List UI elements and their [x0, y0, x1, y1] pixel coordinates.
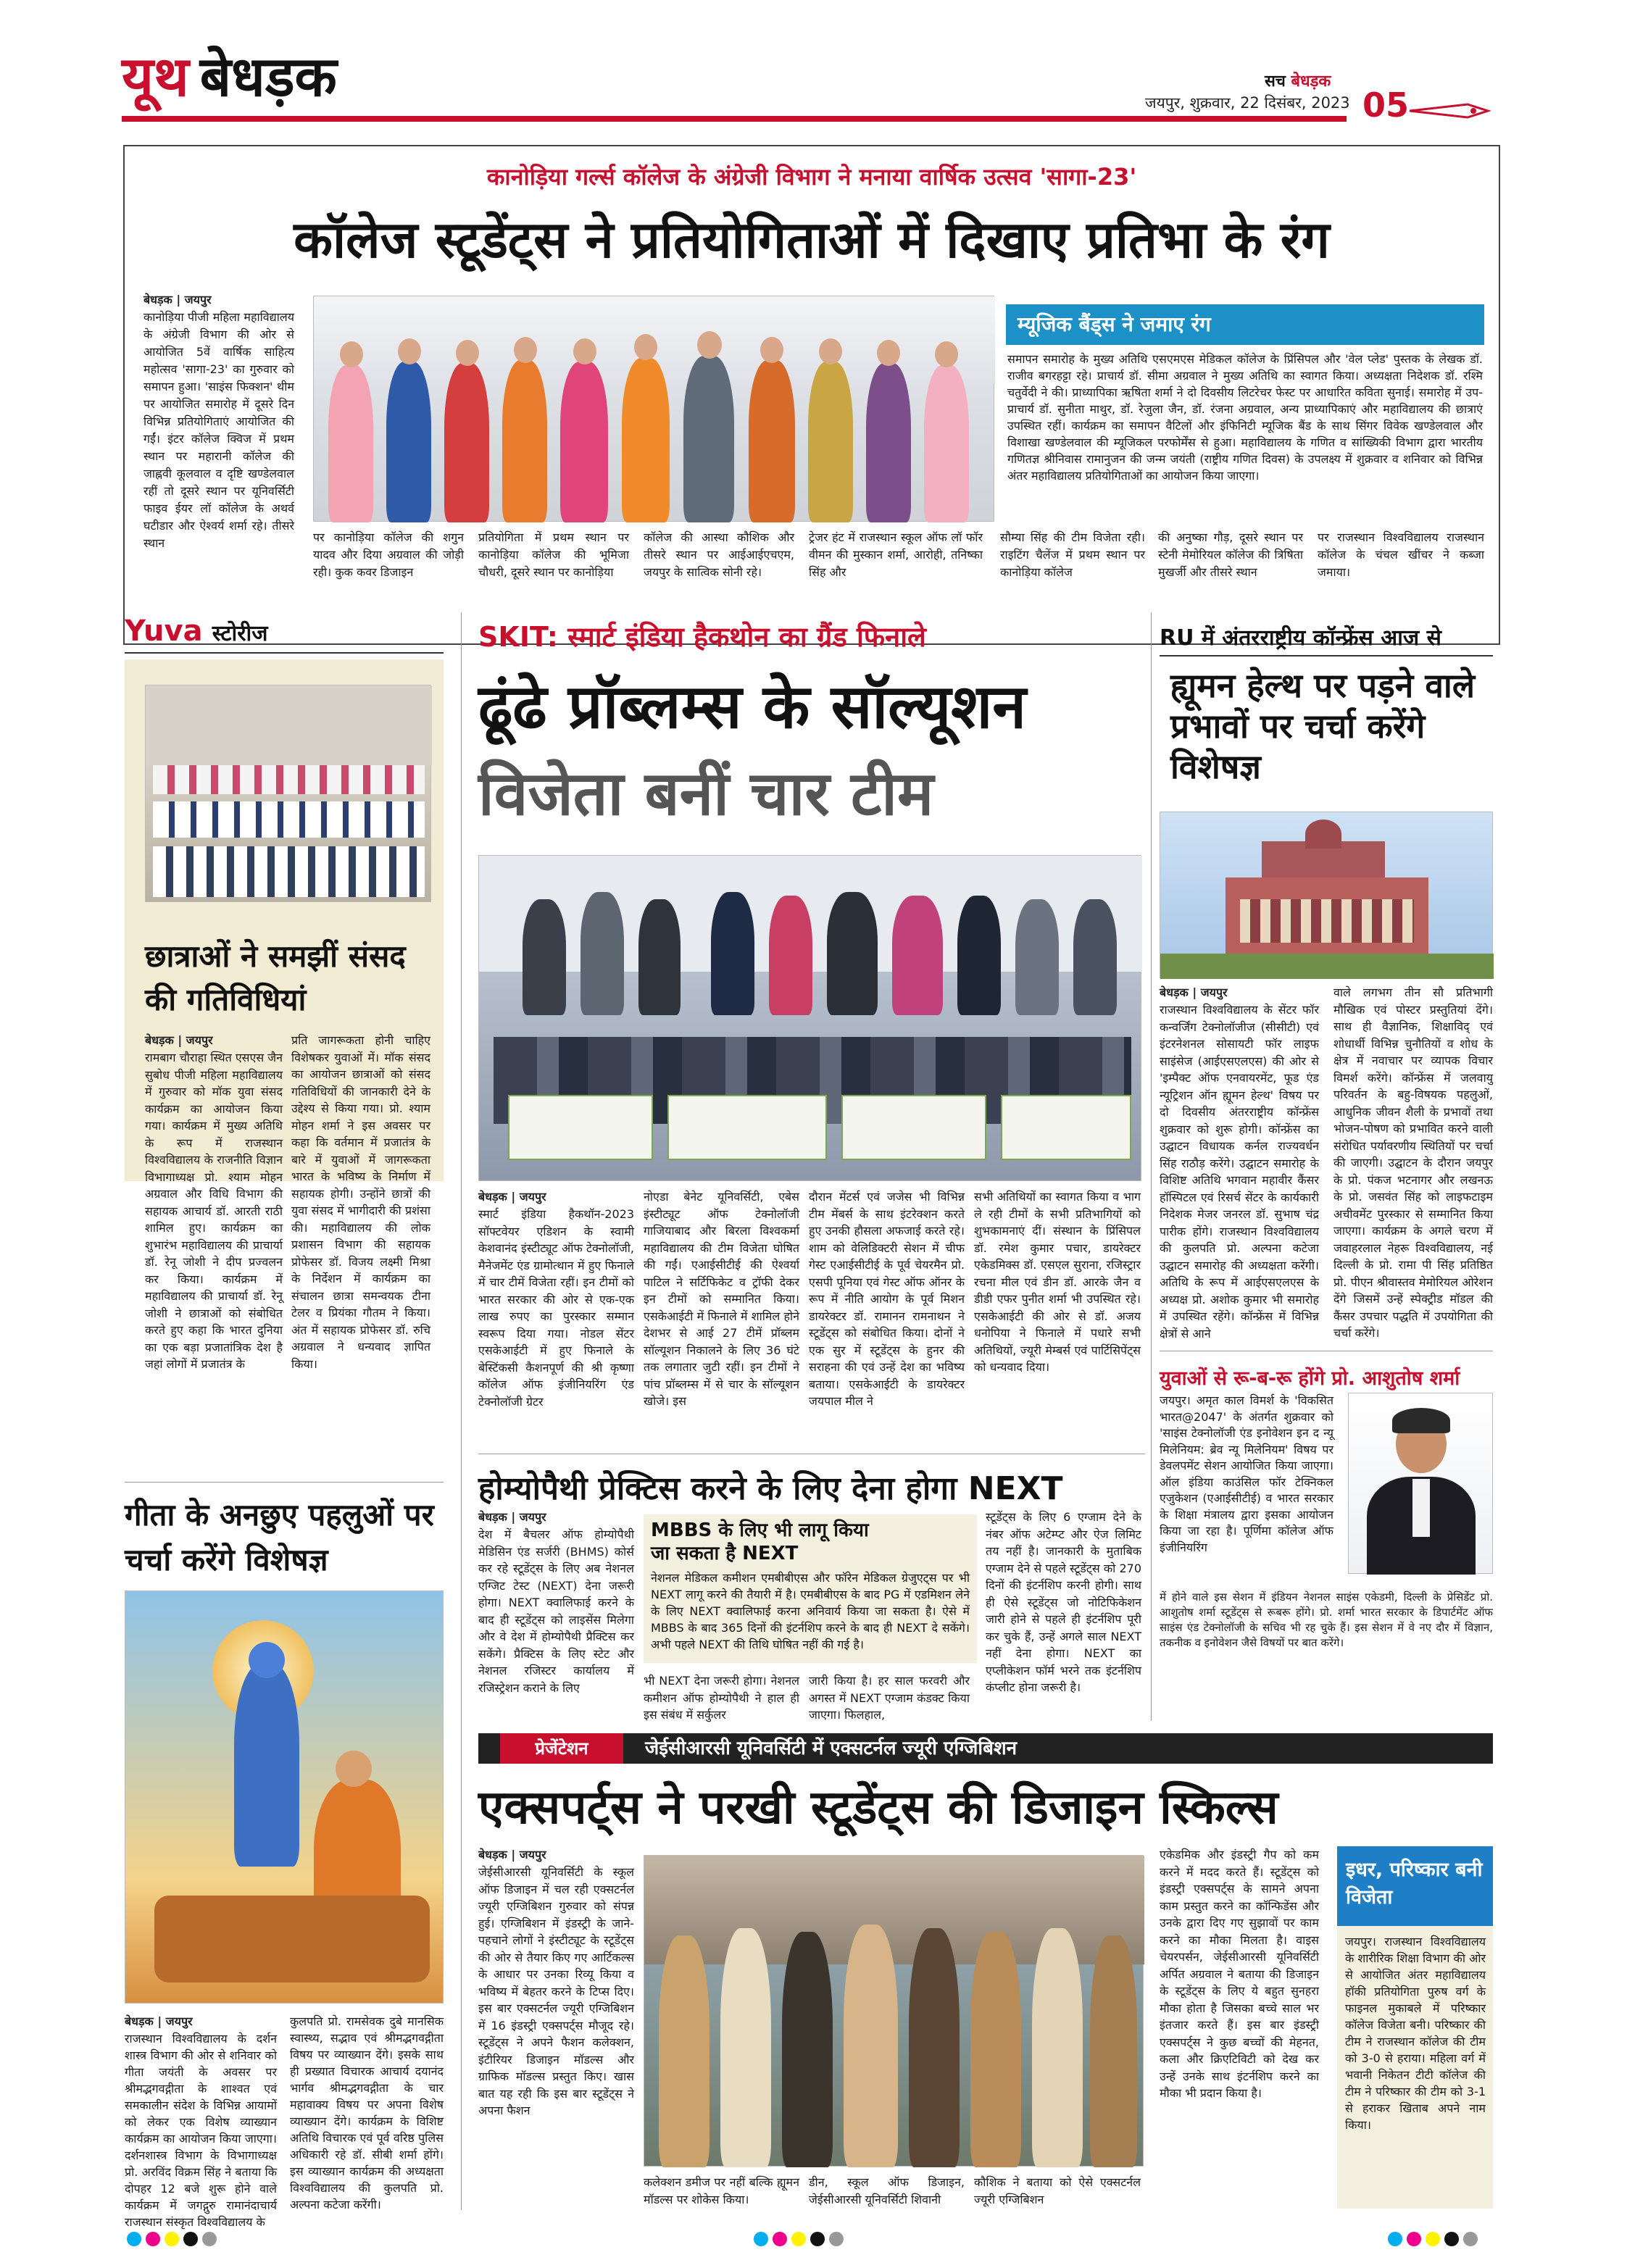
- column-rule-right: [1151, 612, 1152, 1721]
- yuva-byline: बेधड़क | जयपुर: [145, 1033, 213, 1047]
- jecrc-tag: प्रेजेंटेशन: [500, 1733, 623, 1764]
- yuva-label-en: Yuva: [125, 614, 203, 648]
- parishkar-text: जयपुर। राजस्थान विश्वविद्यालय के शारीरिक शिक्षा विभाग की ओर से आयोजित अंतर महाविद्यालय हॉकी प्रतियोगिता पुरुष वर्ग के फाइनल मुकाबले में परिष्कार कॉलेज विजेता बनी। परिष्कार की टीम ने राजस्थान कॉलेज की टीम को 3-0 से हराया। महिला वर्ग में भवानी निकेतन टीटी कॉलेज की टीम ने परिष्कार की टीम को 3-1 से हराकर खिताब अपने नाम किया।: [1345, 1935, 1486, 2132]
- saga-below-1: पर कानोड़िया कॉलेज की शगुन यादव और दिया अग्रवाल की जोड़ी रही। कुक कवर डिजाइन: [313, 530, 464, 579]
- jecrc-headline: एक्सपर्ट्स ने परखी स्टूडेंट्स की डिजाइन स्किल्स: [478, 1781, 1278, 1835]
- saga-below-7: पर राजस्थान विश्वविद्यालय राजस्थान कॉलेज के चंचल खींचर ने कब्जा जमाया।: [1318, 530, 1484, 579]
- saga-side-text: समापन समारोह के मुख्य अतिथि एसएमएस मेडिकल कॉलेज के प्रिंसिपल और 'वेल प्लेड' पुस्तक के लेखक डॉ. राजीव बगरहट्टा रहे। प्राचार्य डॉ. सीमा अग्रवाल ने मुख्य अतिथि का स्वागत किया। अध्यक्षता निदेशक डॉ. रश्मि चतुर्वेदी ने की। प्राध्यापिका ऋषिता शर्मा ने दो दिवसीय लिटरेचर फेस्ट पर आधारित कविता सुनाई। समारोह में उप-प्राचार्य डॉ. सुनीता माथुर, डॉ. रेजुला जैन, डॉ. रंजना अग्रवाल, अन्य प्राध्यापिकाएं और महाविद्यालय की छात्राएं उपस्थित रहीं। कार्यक्रम का समापन वैटिलों और इंफिनिटी म्यूजिक बैंड के साथ सिंगर विवेक खण्डेलवाल और विशाखा खण्डेलवाल की म्यूजिकल परफोर्मेंस से हुआ। महाविद्यालय के गणित व सांख्यिकी विभाग द्वारा भारतीय गणितज्ञ श्रीनिवास रामानुजन की जन्म जयंती (राष्ट्रीय गणित दिवस) के उपलक्ष्य में शुक्रवार व शनिवार को विभिन्न अंतर महाविद्यालय प्रतियोगिताओं का आयोजन किया जाएगा।: [1007, 352, 1483, 483]
- saga-below-4: ट्रेजर हंट में राजस्थान स्कूल ऑफ लॉ फॉर वीमन की मुस्कान शर्मा, आरोही, तनिष्का सिंह और: [809, 530, 983, 579]
- homeo-column-1: देश में बैचलर ऑफ होम्योपैथी मेडिसिन एंड सर्जरी (BHMS) कोर्स कर रहे स्टूडेंट्स के लिए अब नेशनल एग्जिट टेस्ट (NEXT) देना जरूरी होगा। NEXT क्वालिफाई करने के बाद ही स्टूडेंट्स को लाइसेंस मिलेगा और वे देश में होम्योपैथी प्रैक्टिस कर सकेंगे। प्रैक्टिस के लिए स्टेट और नेशनल रजिस्टर कार्यालय में रजिस्ट्रेशन कराने के लिए: [478, 1527, 634, 1695]
- skit-column-3: दौरान मेंटर्स एवं जजेस भी विभिन्न टीम मेंबर्स के साथ इंटरेक्शन करते हुए उनकी हौसला अफजाई करते रहे। शाम को वेलिडिक्टरी सेशन में चीफ गेस्ट एआईसीटीई के पूर्व चेयरमैन प्रो. एसपी पूनिया एवं गेस्ट ऑफ ऑनर के रूप में नीति आयोग के पूर्व मिशन डायरेक्टर डॉ. रामानन रामनाथन ने स्टूडेंट्स को संबोधित किया। दोनों ने एक सुर में स्टूडेंट्स के हुनर की सराहना की एवं उन्हें देश का भविष्य बताया। एसकेआईटी के डायरेक्टर जयपाल मील ने: [809, 1190, 965, 1408]
- yuva-label: [125, 614, 268, 648]
- ru-column-2: वाले लगभग तीन सौ प्रतिभागी मौखिक एवं पोस्टर प्रस्तुतियां देंगे। साथ ही वैज्ञानिक, शिक्षाविद् एवं शोधार्थी विभिन्न चुनौतियों व शोध के क्षेत्र में नवाचार पर व्यापक विचार विमर्श करेंगे। कॉन्फ्रेंस में जलवायु परिवर्तन के बहु-विषयक पहलुओं, आधुनिक जीवन शैली के प्रभावों तथा भोजन-पोषण को प्रभावित करने वाली संरोधित पर्यावरणीय स्थितियों पर चर्चा की जाएगी। उद्घाटन के दौरान जयपुर के प्रो. पंकज भटनागर और लखनऊ के प्रो. जसवंत सिंह को लाइफटाइम अचीवमेंट पुरस्कार से सम्मानित किया जाएगा। कार्यक्रम के अगले चरण में जवाहरलाल नेहरू विश्वविद्यालय, नई दिल्ली के प्रो. रामा पी सिंह प्रतिष्ठित प्रो. पीएन श्रीवास्तव मेमोरियल ओरेशन देंगे जिसमें उन्हें स्पेक्ट्रीड मॉडल की कैंसर उपचार पद्धति में उपयोगिता की चर्चा करेंगे।: [1333, 985, 1493, 1340]
- saga-side-head: म्यूजिक बैंड्स ने जमाए रंग: [1018, 312, 1211, 336]
- homeo-box-text: नेशनल मेडिकल कमीशन एमबीबीएस और फॉरेन मेडिकल ग्रेजुएट्स पर भी NEXT लागू करने की तैयारी में है। एमबीबीएस के बाद PG में एडमिशन लेने के लिए NEXT क्वालिफाई करना अनिवार्य किया जा सकता है। ऐसे में MBBS के बाद 365 दिनों की इंटर्नशिप करने के बाद ही NEXT दे सकेंगे। अभी पहले NEXT की तिथि घोषित नहीं की गई है।: [651, 1571, 970, 1651]
- yuva-headline: छात्राओं ने समझीं संसद की गतिविधियां: [145, 938, 406, 1017]
- jecrc-column-2: एकेडमिक और इंडस्ट्री गैप को कम करने में मदद करते हैं। स्टूडेंट्स को इंडस्ट्री एक्सपर्ट्स के सामने अपना काम प्रस्तुत करने का कॉन्फिडेंस और उनके द्वारा दिए गए सुझावों पर काम करने का मौका मिलता है। वाइस चेयरपर्सन, जेईसीआरसी यूनिवर्सिटी अर्पित अग्रवाल ने बताया की डिजाइन के स्टूडेंट्स के लिए ये बहुत सुनहरा मौका होता है जिसका बच्चे साल भर इंतजार करते हैं। इस बार इंडस्ट्री एक्सपर्ट्स ने कुछ बच्चों की मेहनत, कला और क्रिएटिविटी को देख कर उन्हें उनके साथ इंटर्नशिप करने का मौका भी प्रदान किया है।: [1160, 1848, 1319, 2100]
- yuva-label-hi: स्टोरीज: [212, 621, 268, 646]
- pen-nib-icon: [1410, 101, 1489, 120]
- geeta-krishna-arjuna-image: [125, 1590, 444, 2004]
- skit-column-4: सभी अतिथियों का स्वागत किया व भाग ले रही टीमों के सभी प्रतिभागियों को शुभकामनाएं दीं। संस्थान के प्रिंसिपल डॉ. रमेश कुमार पचार, डायरेक्टर एकेडमिक्स डॉ. एसएल सुराना, रजिस्ट्रार रचना मील एवं डीन डॉ. आरके जैन व डीडी एफर पुनीत शर्मा भी उपस्थित रहे। एसकेआईटी की ओर से डॉ. अजय धनोपिया ने फिनाले में पधारे सभी अतिथियों, ज्यूरी मेम्बर्स एवं पार्टिसिपेंट्स को धन्यवाद दिया।: [974, 1190, 1141, 1374]
- skit-kicker-brand: SKIT:: [478, 621, 558, 653]
- homeo-below-2: जारी किया है। हर साल फरवरी और अगस्त में NEXT एग्जाम कंडक्ट किया जाएगा। फिलहाल,: [809, 1674, 970, 1722]
- brand-tag: [1265, 70, 1331, 91]
- masthead-title-youth: यूथ: [122, 44, 189, 109]
- registration-marks-right: [1388, 2232, 1482, 2249]
- homeo-byline: बेधड़क | जयपुर: [478, 1510, 546, 1524]
- jecrc-below-2: डीन, स्कूल ऑफ डिजाइन, जेईसीआरसी यूनिवर्सिटी शिवानी: [809, 2175, 965, 2206]
- jecrc-kicker: जेईसीआरसी यूनिवर्सिटी में एक्सटर्नल ज्यूरी एग्जिबिशन: [645, 1738, 1018, 1759]
- jecrc-column-1: जेईसीआरसी यूनिवर्सिटी के स्कूल ऑफ डिजाइन में चल रही एक्सटर्नल ज्यूरी एग्जिबिशन गुरुवार को संपन्न हुई। एग्जिबिशन में इंडस्ट्री के जाने-पहचाने लोगों ने इंस्टीट्यूट के स्टूडेंट्स की ओर से तैयार किए गए आर्टिकल्स के आधार पर उनका रिव्यू किया व भविष्य में बेहतर करने के टिप्स दिए। इस बार एक्सटर्नल ज्यूरी एग्जिबिशन में 16 इंडस्ट्री एक्सपर्ट्स मौजूद रहे। स्टूडेंट्स ने अपने फैशन कलेक्शन, इंटीरियर डिजाइन मॉडल्स और ग्राफिक मॉडल्स प्रस्तुत किए। खास बात यह रही कि इस बार स्टूडेंट्स ने अपना फैशन: [478, 1865, 634, 2117]
- saga-below-5: सौम्या सिंह की टीम विजेता रही। राइटिंग चैलेंज में प्रथम स्थान पर कानोड़िया कॉलेज: [1000, 530, 1145, 579]
- ru-rule: [1160, 655, 1493, 656]
- geeta-headline: गीता के अनछुए पहलुओं पर चर्चा करेंगे विशेषज्ञ: [125, 1497, 434, 1577]
- jecrc-below-1: कलेक्शन डमीज पर नहीं बल्कि ह्यूमन मॉडल्स पर शोकेस किया।: [644, 2175, 799, 2206]
- skit-kicker-text: स्मार्ट इंडिया हैकथोन का ग्रैंड फिनाले: [567, 621, 926, 653]
- saga-group-photo: [313, 296, 994, 522]
- page-number: 05: [1362, 86, 1410, 125]
- jecrc-byline: बेधड़क | जयपुर: [478, 1848, 546, 1861]
- skit-kicker: [478, 617, 926, 655]
- skit-headline-2: विजेता बनीं चार टीम: [478, 758, 934, 829]
- sharma-text: जयपुर। अमृत काल विमर्श के 'विकसित भारत@2047' के अंतर्गत शुक्रवार को 'साइंस टेक्नोलॉजी एंड इनोवेशन इन द न्यू मिलेनियम: ब्रेव न्यू मिलेनियम' विषय पर डेवलपमेंट सेशन आयोजित किया जाएगा। ऑल इंडिया काउंसिल फॉर टेक्निकल एजुकेशन (एआईसीटीई) व भारत सरकार के शिक्षा मंत्रालय द्वारा इसका आयोजन किया जा रहा है। पूर्णिमा कॉलेज ऑफ इंजीनियरिंग: [1160, 1393, 1333, 1554]
- ru-byline: बेधड़क | जयपुर: [1160, 985, 1228, 999]
- ru-building-photo: [1160, 812, 1493, 978]
- yuva-rule: [125, 652, 444, 654]
- ru-column-1: राजस्थान विश्वविद्यालय के सेंटर फॉर कन्वर्जिंग टेक्नोलॉजीज (सीसीटी) एवं इंटरनेशनल सोसायटी फॉर लाइफ साइंसेज (आईएसएलएस) की ओर से 'इम्पैक्ट ऑफ एनवायरमेंट, फूड एंड न्यूट्रिशन ऑन ह्यूमन हेल्थ' विषय पर दो दिवसीय अंतरराष्ट्रीय कॉन्फ्रेंस शुक्रवार को शुरू होगी। कॉन्फ्रेंस का उद्घाटन विधायक कर्नल राज्यवर्धन सिंह राठौड़ करेंगे। उद्घाटन समारोह के विशिष्ट अतिथि भगवान महावीर कैंसर हॉस्पिटल एवं रिसर्च सेंटर के कार्यकारी निदेशक मेजर जनरल डॉ. सुभाष चंद्र पारीक होंगे। राजस्थान विश्वविद्यालय की कुलपति प्रो. अल्पना कटेजा उद्घाटन समारोह की अध्यक्षता करेंगी। अतिथि के रूप में आईएसएलएस के अध्यक्ष प्रो. अशोक कुमार भी समारोह में उपस्थित रहेंगे। कॉन्फ्रेंस में विभिन्न क्षेत्रों से आने: [1160, 1003, 1319, 1341]
- saga-below-3: कॉलेज की आस्था कौशिक और तीसरे स्थान पर आईआईएचएम, जयपुर के सात्विक सोनी रहे।: [644, 530, 794, 579]
- saga-byline: बेधड़क | जयपुर: [143, 293, 212, 307]
- ru-kicker: RU में अंतरराष्ट्रीय कॉन्फ्रेंस आज से: [1160, 625, 1441, 651]
- sharma-portrait: [1348, 1393, 1493, 1574]
- saga-kicker: कानोड़िया गर्ल्स कॉलेज के अंग्रेजी विभाग ने मनाया वार्षिक उत्सव 'सागा-23': [486, 163, 1137, 191]
- homeo-column-3: स्टूडेंट्स के लिए 6 एग्जाम देने के नंबर ऑफ अटेम्प्ट और ऐज लिमिट तय नहीं है। जानकारी के मुताबिक एग्जाम देने से पहले स्टूडेंट्स को 270 दिनों की इंटर्नशिप करनी होगी। साथ ही ऐसे स्टूडेंट्स जो नोटिफिकेशन जारी होने से पहले ही इंटर्नशिप पूरी कर चुके हैं, उन्हें अगले साल NEXT नहीं देना होगा। NEXT का एप्लीकेशन फॉर्म भरने तक इंटर्नशिप कंप्लीट होना जरूरी है।: [986, 1510, 1141, 1694]
- masthead-title-bedhadak: बेधड़क: [199, 44, 337, 109]
- sharma-text-full: में होने वाले इस सेशन में इंडियन नेशनल साइंस एकेडमी, दिल्ली के प्रेसिडेंट प्रो. आशुतोष शर्मा स्टूडेंट्स से रूबरू होंगे। प्रो. शर्मा भारत सरकार के डिपार्टमेंट ऑफ साइंस एंड टेक्नोलॉजी के सचिव भी रह चुके हैं। इस सेशन में वे नए दौर में विज्ञान, तकनीक व इनोवेशन जैसे विषयों पर बात करेंगे।: [1160, 1590, 1493, 1649]
- ru-headline: ह्यूमन हेल्थ पर पड़ने वाले प्रभावों पर चर्चा करेंगे विशेषज्ञ: [1170, 666, 1476, 786]
- saga-column-1: कानोड़िया पीजी महिला महाविद्यालय के अंग्रेजी विभाग की ओर से आयोजित 5वें वार्षिक साहित्य महोत्सव 'सागा-23' का गुरुवार को समापन हुआ। 'साइंस फिक्शन' थीम पर आयोजित समारोह में दूसरे दिन विभिन्न प्रतियोगिताएं आयोजित की गईं। इंटर कॉलेज क्विज में प्रथम स्थान पर महारानी कॉलेज की जाह्नवी कूलवाल व दृष्टि खण्डेलवाल रहीं तो दूसरे स्थान पर यूनिवर्सिटी फाइव ईयर लॉ कॉलेज के अथर्व घटीडार और ऐश्वर्य शर्मा रहे। तीसरे स्थान: [143, 310, 294, 550]
- geeta-column-2: कुलपति प्रो. रामसेवक दुबे मानसिक स्वास्थ्य, सद्भाव एवं श्रीमद्भगवद्गीता विषय पर व्याख्यान देंगे। इसके साथ ही प्रख्यात विचारक आचार्य दयानंद भार्गव श्रीमद्भगवद्गीता के चार महावाक्य विषय पर अपना विशेष व्याख्यान देंगे। कार्यक्रम के विशिष्ट अतिथि विचारक एवं पूर्व वरिष्ठ पुलिस अधिकारी रहे डॉ. सीबी शर्मा होंगे। इस व्याख्यान कार्यक्रम की अध्यक्षता विश्वविद्यालय की कुलपति प्रो. अल्पना कटेजा करेंगी।: [290, 2014, 444, 2211]
- brand-part1: सच: [1265, 72, 1286, 91]
- homeo-below-1: भी NEXT देना जरूरी होगा। नेशनल कमीशन ऑफ होम्योपैथी ने हाल ही इस संबंध में सर्कुलर: [644, 1674, 799, 1722]
- skit-headline-1: ढूंढे प्रॉब्लम्स के सॉल्यूशन: [478, 671, 1026, 742]
- yuva-photo: [145, 685, 431, 902]
- geeta-byline: बेधड़क | जयपुर: [125, 2014, 193, 2028]
- skit-column-1: स्मार्ट इंडिया हैकथॉन-2023 सॉफ्टवेयर एडिशन के स्वामी केशवानंद इंस्टीट्यूट ऑफ टेक्नोलॉजी, मैनेजमेंट एंड ग्रामोत्थान में हुए फिनाले में चार टीमें विजेता रहीं। इन टीमों को भारत सरकार की ओर से एक-एक लाख रुपए का पुरस्कार सम्मान स्वरूप दिया गया। नोडल सेंटर एसकेआईटी में हुए फिनाले के बेस्टिंकसी कैशनपूर्ण की श्री कृष्णा कॉलेज ऑफ इंजीनियरिंग एंड टेक्नोलॉजी ग्रेटर: [478, 1207, 634, 1409]
- sharma-head: युवाओं से रू-ब-रू होंगे प्रो. आशुतोष शर्मा: [1160, 1367, 1460, 1390]
- saga-side-banner: [1006, 304, 1484, 345]
- skit-column-2: नोएडा बेनेट यूनिवर्सिटी, एबेस इंस्टीट्यूट ऑफ टेक्नोलॉजी गाजियाबाद और बिरला विश्वकर्मा महाविद्यालय की टीम विजेता घोषित की गईं। एआईसीटीई की ऐश्वर्या पाटिल ने सर्टिफिकेट व ट्रॉफी देकर इन टीमों को सम्मानित किया। एसकेआईटी में फिनाले में शामिल होने देशभर से आई 27 टीमें प्रॉब्लम सॉल्यूशन निकालने के लिए 36 घंटे तक लगातार जुटी रहीं। इन टीमों ने पांच प्रॉब्लम्स में से चार के सॉल्यूशन खोजे। इस: [644, 1190, 799, 1408]
- saga-below-2: प्रतियोगिता में प्रथम स्थान पर कानोड़िया कॉलेज की भूमिजा चौधरी, दूसरे स्थान पर कानोड़िया: [478, 530, 629, 579]
- dateline: जयपुर, शुक्रवार, 22 दिसंबर, 2023: [1145, 94, 1350, 112]
- homeo-mbbs-box: [644, 1514, 977, 1663]
- masthead: [122, 38, 337, 112]
- skit-group-photo: [478, 855, 1141, 1181]
- column-rule-left: [461, 612, 462, 2210]
- masthead-rule: [122, 116, 1347, 122]
- jecrc-below-3: कौशिक ने बताया को ऐसे एक्सटर्नल ज्यूरी एग्जिबिशन: [974, 2175, 1141, 2206]
- parishkar-head: इधर, परिष्कार बनी विजेता: [1346, 1859, 1483, 1909]
- saga-headline: कॉलेज स्टूडेंट्स ने प्रतियोगिताओं में दिखाए प्रतिभा के रंग: [294, 210, 1330, 270]
- yuva-column-1: रामबाग चौराहा स्थित एसएस जैन सुबोध पीजी महिला महाविद्यालय में गुरुवार को मॉक युवा संसद कार्यक्रम का आयोजन किया गया। कार्यक्रम में मुख्य अतिथि के रूप में राजस्थान विश्वविद्यालय के राजनीति विज्ञान विभागाध्यक्ष प्रो. श्याम मोहन अग्रवाल और विधि विभाग की सहायक आचार्य डॉ. आरती राठी शामिल हुए। कार्यक्रम का शुभारंभ महाविद्यालय की प्राचार्या डॉ. रेनू जोशी ने दीप प्रज्वलन कर किया। कार्यक्रम में महाविद्यालय की प्राचार्या डॉ. रेनू जोशी ने छात्राओं को संबोधित करते हुए कहा कि भारत दुनिया का एक बड़ा प्रजातांत्रिक देश है जहां लोगों में प्रजातंत्र के: [145, 1051, 283, 1371]
- saga-below-6: की अनुष्का गौड़, दूसरे स्थान पर स्टेनी मेमोरियल कॉलेज की त्रिषिता मुखर्जी और तीसरे स्थान: [1158, 530, 1303, 579]
- yuva-column-2: प्रति जागरूकता होनी चाहिए विशेषकर युवाओं में। मॉक संसद का आयोजन छात्राओं को संसद गतिविधियों की जानकारी देने के उद्देश्य से किया गया। प्रो. श्याम मोहन शर्मा ने इस अवसर पर कहा कि वर्तमान में प्रजातंत्र के बारे में युवाओं में जागरूकता भारत के भविष्य के निर्माण में सहायक होगी। उन्होंने छात्रों की युवा संसद में भागीदारी की प्रशंसा की। महाविद्यालय की लोक प्रशासन विभाग की सहायक प्रोफेसर डॉ. विजय लक्ष्मी मिश्रा के निर्देशन में कार्यक्रम का संचालन छात्रा समन्वयक टीना टेलर व प्रियंका गौतम ने किया। अंत में सहायक प्रोफेसर डॉ. रुचि अग्रवाल ने धन्यवाद ज्ञापित किया।: [291, 1033, 430, 1371]
- homeo-box-head: MBBS के लिए भी लागू किया जा सकता है NEXT: [651, 1519, 869, 1564]
- geeta-column-1: राजस्थान विश्वविद्यालय के दर्शन शास्त्र विभाग की ओर से शनिवार को गीता जयंती के अवसर पर श्रीमद्भगवद्गीता के शाश्वत एवं समकालीन संदेश के विभिन्न आयामों को लेकर एक विशेष व्याख्यान कार्यक्रम का आयोजन किया जाएगा। दर्शनशास्त्र विभाग के विभागाध्यक्ष प्रो. अरविंद विक्रम सिंह ने बताया कि दोपहर 12 बजे शुरू होने वाले कार्यक्रम में जगद्गुरु रामानंदाचार्य राजस्थान संस्कृत विश्वविद्यालय के: [125, 2032, 277, 2229]
- registration-marks-center: [754, 2232, 848, 2249]
- homeo-headline: होम्योपैथी प्रेक्टिस करने के लिए देना होगा NEXT: [478, 1470, 1063, 1507]
- brand-part2: बेधड़क: [1291, 72, 1331, 91]
- yuva-bottom-rule: [125, 1482, 444, 1483]
- registration-marks-left: [127, 2232, 221, 2249]
- jecrc-fashion-photo: [644, 1855, 1144, 2167]
- parishkar-banner: [1337, 1846, 1493, 1926]
- skit-byline: बेधड़क | जयपुर: [478, 1190, 546, 1204]
